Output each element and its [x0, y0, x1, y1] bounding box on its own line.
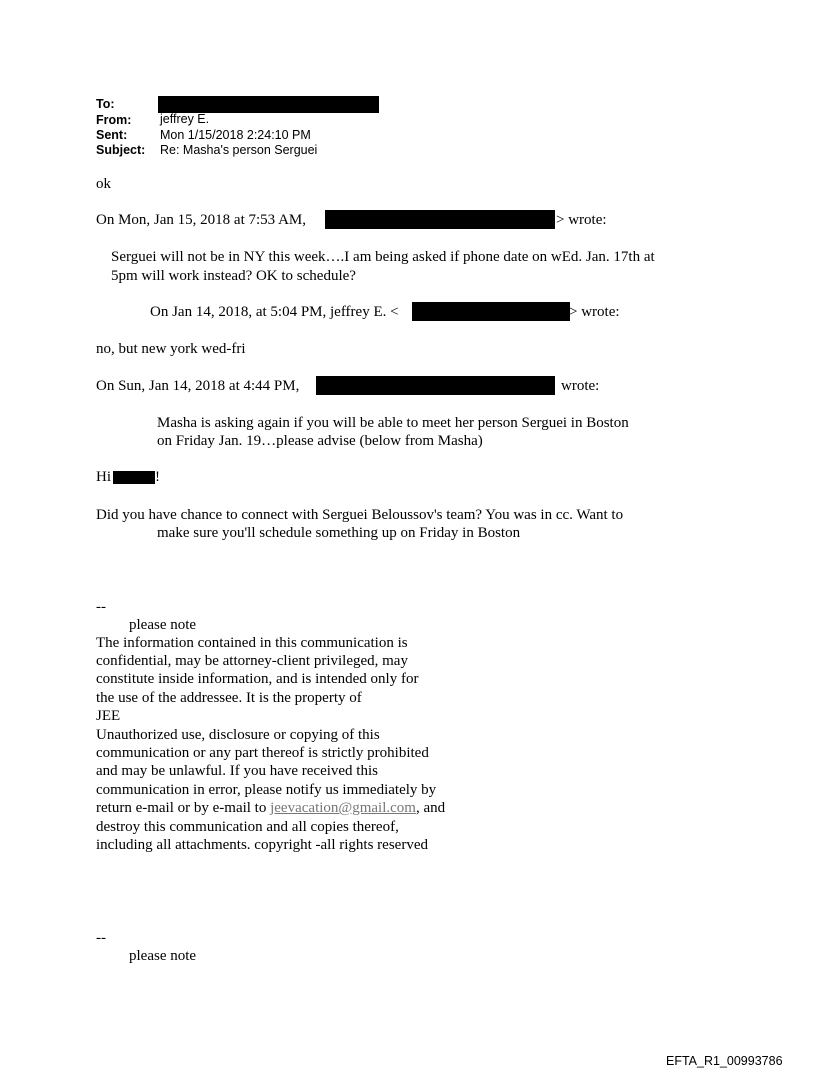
disclaimer-email-line: [96, 799, 445, 817]
quote1-line2: 5pm will work instead? OK to schedule?: [111, 268, 356, 284]
quote1-prefix: On Mon, Jan 15, 2018 at 7:53 AM,: [96, 212, 306, 228]
quote1-suffix: > wrote:: [556, 212, 607, 228]
disclaimer-line: communication in error, please notify us immediately by: [96, 782, 437, 798]
disclaimer-line: JEE: [96, 708, 121, 724]
signature-dashes: --: [96, 599, 106, 615]
greeting-prefix: Hi: [96, 469, 111, 485]
redacted-recipient: [158, 96, 379, 113]
redacted-name: [113, 471, 155, 484]
quote3-line1: Masha is asking again if you will be able to meet her person Serguei in Boston: [157, 415, 629, 431]
redacted-sender-1: [325, 210, 555, 229]
disclaimer-line: including all attachments. copyright -all rights reserved: [96, 837, 428, 853]
disclaimer-line: destroy this communication and all copies thereof,: [96, 819, 399, 835]
quote3-line2: on Friday Jan. 19…please advise (below from Masha): [157, 433, 483, 449]
quote2-text: no, but new york wed-fri: [96, 341, 246, 357]
disclaimer-line: communication or any part thereof is strictly prohibited: [96, 745, 429, 761]
email-prefix: return e-mail or by e-mail to: [96, 800, 271, 816]
quote2-suffix: > wrote:: [569, 304, 620, 320]
quote2-prefix: On Jan 14, 2018, at 5:04 PM, jeffrey E. <: [150, 304, 399, 320]
disclaimer-line: constitute inside information, and is intended only for: [96, 671, 419, 687]
document-id: EFTA_R1_00993786: [666, 1054, 783, 1068]
signature-note-2: please note: [129, 948, 197, 964]
email-suffix: , and: [415, 800, 446, 816]
to-label: To:: [96, 97, 115, 111]
quote1-attribution: [96, 211, 306, 229]
email-link[interactable]: jeevacation@gmail.com: [270, 800, 416, 816]
redacted-email-1: [412, 302, 570, 321]
quote1-line1: Serguei will not be in NY this week….I am being asked if phone date on wEd. Jan. 17th at: [111, 249, 655, 265]
from-value: jeffrey E.: [160, 112, 210, 126]
signature-note: please note: [129, 617, 197, 633]
redacted-sender-2: [316, 376, 555, 395]
subject-label: Subject:: [96, 143, 146, 157]
disclaimer-line: confidential, may be attorney-client privileged, may: [96, 653, 408, 669]
greeting-suffix: !: [155, 469, 160, 485]
quote3-prefix: On Sun, Jan 14, 2018 at 4:44 PM,: [96, 378, 300, 394]
reply-text: ok: [96, 176, 111, 192]
sent-value: Mon 1/15/2018 2:24:10 PM: [160, 128, 311, 142]
disclaimer-line: and may be unlawful. If you have received this: [96, 763, 378, 779]
from-label: From:: [96, 113, 132, 127]
disclaimer-line: the use of the addressee. It is the property of: [96, 690, 362, 706]
subject-value: Re: Masha's person Serguei: [160, 143, 318, 157]
masha-line2: make sure you'll schedule something up on Friday in Boston: [157, 525, 521, 541]
disclaimer-line: The information contained in this communication is: [96, 635, 408, 651]
masha-line1: Did you have chance to connect with Serguei Beloussov's team? You was in cc. Want to: [96, 507, 624, 523]
signature-dashes-2: --: [96, 930, 106, 946]
sent-label: Sent:: [96, 128, 128, 142]
disclaimer-line: Unauthorized use, disclosure or copying of this: [96, 727, 380, 743]
quote3-suffix: wrote:: [561, 378, 600, 394]
